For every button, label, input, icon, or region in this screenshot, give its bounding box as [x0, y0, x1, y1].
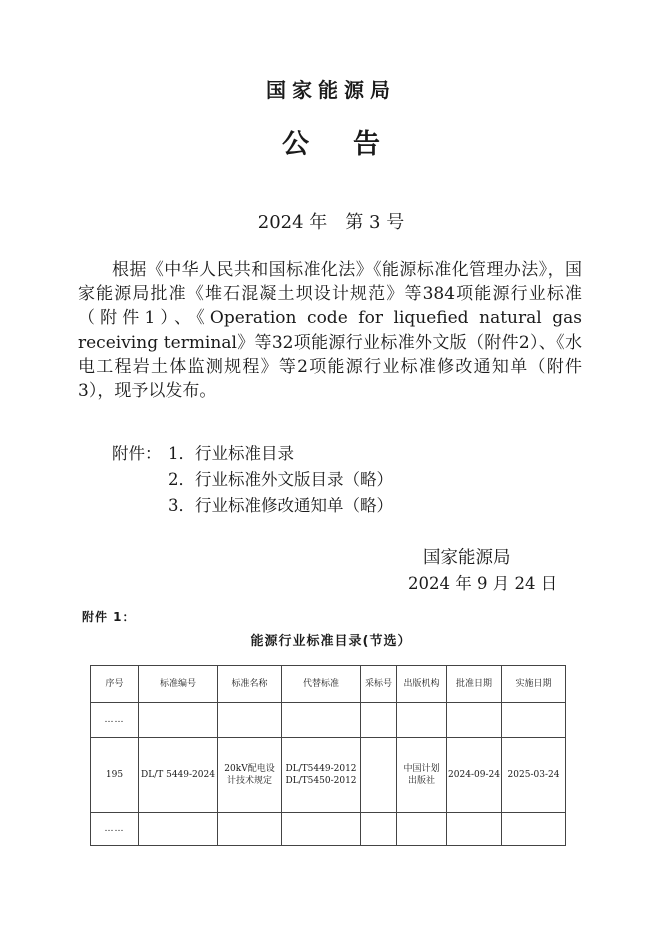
standards-table [90, 665, 566, 846]
column-header: 实施日期 [502, 666, 566, 703]
issuing-agency: 国家能源局 [266, 78, 396, 102]
ellipsis-cell: …… [91, 813, 139, 846]
announcement-body: 根据《中华人民共和国标准化法》《能源标准化管理办法》，国家能源局批准《堆石混凝土坝设计规范》等384项能源行业标准（附件1）、《Operation code for liquefied natural gas receiving terminal》等32项能源行业标准外文版（附件2）、《水电工程岩土体监测规程》等2项能源行业标准修改通知单（附件3），现予以发布。 [78, 260, 582, 402]
ellipsis-cell: …… [91, 703, 139, 738]
cell-replace [282, 738, 361, 813]
cell-publisher-line-2: 出版社 [407, 776, 435, 786]
document-issue-number: 第 3 号 [345, 212, 405, 233]
signature-organization: 国家能源局 [423, 548, 511, 568]
cell-approve-date: 2024-09-24 [447, 738, 502, 813]
cell-replace-line-2: DL/T5450-2012 [285, 776, 357, 786]
column-header: 批准日期 [447, 666, 502, 703]
column-header: 采标号 [361, 666, 397, 703]
doc-type-char-1: 公 [282, 129, 309, 160]
table-row [91, 738, 566, 813]
cell-seq: 195 [91, 738, 139, 813]
table-row-ellipsis-top [91, 703, 566, 738]
column-header: 标准编号 [139, 666, 218, 703]
appendix-table-title: 能源行业标准目录(节选） [250, 634, 412, 649]
table-row-ellipsis-bottom [91, 813, 566, 846]
column-header: 出版机构 [397, 666, 447, 703]
column-header: 代替标准 [282, 666, 361, 703]
doc-type-char-2: 告 [353, 129, 380, 160]
appendix-label: 附件 1： [82, 610, 136, 624]
column-header: 标准名称 [218, 666, 282, 703]
attachments-label: 附件： [112, 444, 162, 463]
cell-publisher [397, 738, 447, 813]
attachment-item-3: 3．行业标准修改通知单（略） [168, 496, 393, 515]
table-header-row [91, 666, 566, 703]
cell-effective-date: 2025-03-24 [502, 738, 566, 813]
cell-publisher-line-1: 中国计划 [403, 764, 440, 774]
document-number [0, 208, 662, 234]
document-year: 2024 年 [257, 212, 328, 233]
attachment-item-1: 1．行业标准目录 [168, 444, 294, 463]
column-header: 序号 [91, 666, 139, 703]
cell-adopt [361, 738, 397, 813]
document-type-title [0, 122, 662, 161]
cell-name-line-1: 20kV配电设 [224, 764, 275, 774]
attachment-item-2: 2．行业标准外文版目录（略） [168, 470, 393, 489]
cell-name-line-2: 计技术规定 [226, 776, 272, 786]
cell-replace-line-1: DL/T5449-2012 [285, 764, 357, 774]
cell-name [218, 738, 282, 813]
cell-code: DL/T 5449-2024 [139, 738, 218, 813]
signature-date: 2024 年 9 月 24 日 [408, 574, 558, 593]
